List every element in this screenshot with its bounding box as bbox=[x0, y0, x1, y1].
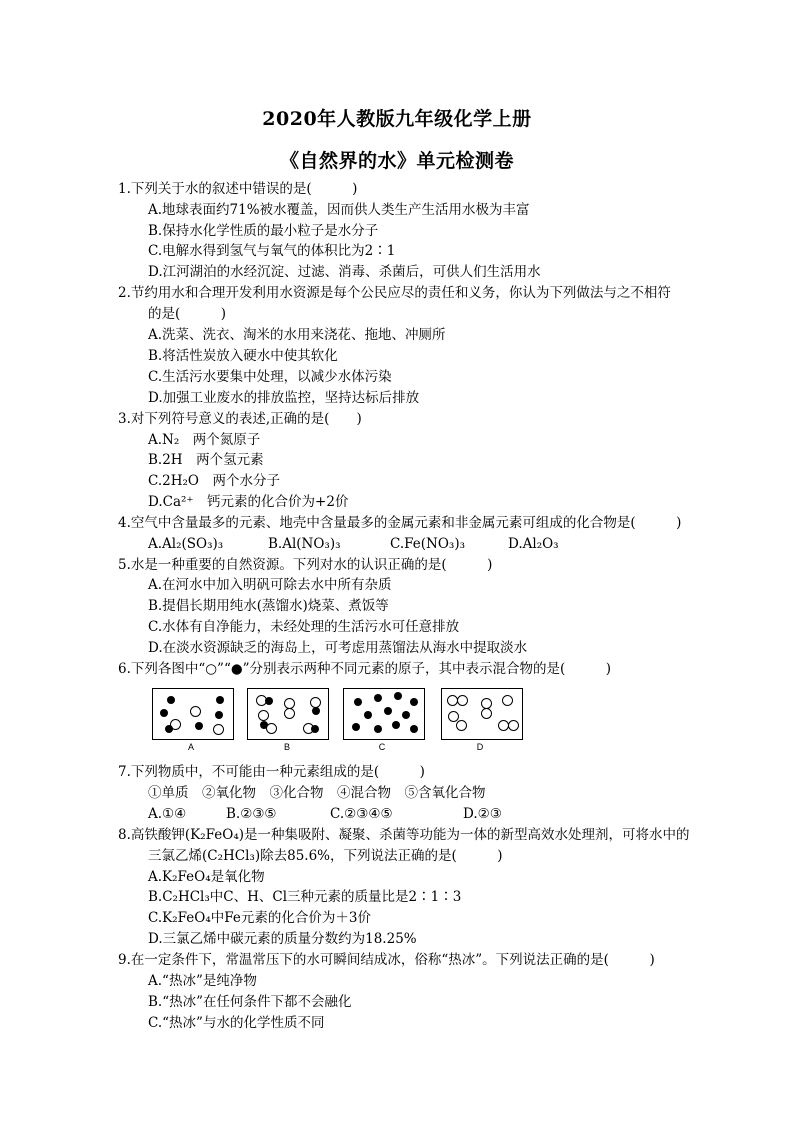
question-8-stem-cont: 三氯乙烯(C₂HCl₃)除去85.6%，下列说法正确的是( ) bbox=[148, 848, 503, 864]
question-9-option-b: B.“热冰”在任何条件下都不会融化 bbox=[148, 994, 352, 1010]
question-4-option-a: A.Al₂(SO₃)₃ bbox=[148, 536, 224, 552]
question-3-option-c: C.2H₂O 两个水分子 bbox=[148, 473, 280, 489]
question-1-option-d: D.江河湖泊的水经沉淀、过滤、消毒、杀菌后，可供人们生活用水 bbox=[148, 264, 541, 280]
question-7-option-d: D.②③ bbox=[463, 806, 502, 822]
question-8-stem: 8.高铁酸钾(K₂FeO₄)是一种集吸附、凝聚、杀菌等功能为一体的新型高效水处理剂，可将水中的 bbox=[118, 827, 690, 843]
question-1-stem: 1.下列关于水的叙述中错误的是( ) bbox=[118, 181, 358, 197]
question-3-option-b: B.2H 两个氢元素 bbox=[148, 452, 264, 468]
question-2-option-a: A.洗菜、洗衣、淘米的水用来浇花、拖地、冲厕所 bbox=[148, 327, 446, 343]
question-9-option-a: A.“热冰”是纯净物 bbox=[148, 973, 257, 989]
question-5-option-d: D.在淡水资源缺乏的海岛上，可考虑用蒸馏法从海水中提取淡水 bbox=[148, 640, 528, 656]
diagram-c bbox=[343, 688, 425, 740]
question-7-option-a: A.①④ bbox=[148, 806, 187, 822]
page-title-2: 《自然界的水》单元检测卷 bbox=[279, 150, 514, 172]
question-9-option-c: C.“热冰”与水的化学性质不同 bbox=[148, 1015, 325, 1031]
question-8-option-b: B.C₂HCl₃中C、H、Cl三种元素的质量比是2∶1∶3 bbox=[148, 889, 462, 905]
question-8-option-d: D.三氯乙烯中碳元素的质量分数约为18.25% bbox=[148, 931, 417, 947]
question-7-stem: 7.下列物质中，不可能由一种元素组成的是( ) bbox=[118, 764, 425, 780]
question-2-option-d: D.加强工业废水的排放监控，坚持达标后排放 bbox=[148, 390, 420, 406]
question-3-option-d: D.Ca²⁺ 钙元素的化合价为+2价 bbox=[148, 494, 349, 510]
question-6-stem: 6.下列各图中“○”“●”分别表示两种不同元素的原子，其中表示混合物的是( ) bbox=[118, 661, 612, 677]
question-4-option-b: B.Al(NO₃)₃ bbox=[268, 536, 341, 552]
diagram-c-label: C bbox=[378, 742, 386, 752]
question-4-stem: 4.空气中含量最多的元素、地壳中含量最多的金属元素和非金属元素可组成的化合物是( ) bbox=[118, 515, 682, 531]
question-2-option-c: C.生活污水要集中处理，以减少水体污染 bbox=[148, 369, 392, 385]
question-5-option-c: C.水体有自净能力，未经处理的生活污水可任意排放 bbox=[148, 619, 460, 635]
question-5-option-a: A.在河水中加入明矾可除去水中所有杂质 bbox=[148, 577, 392, 593]
question-4-option-c: C.Fe(NO₃)₃ bbox=[390, 536, 465, 552]
question-4-option-d: D.Al₂O₃ bbox=[508, 536, 559, 552]
question-7-option-b: B.②③⑤ bbox=[226, 806, 277, 822]
question-7-items: ①单质 ②氧化物 ③化合物 ④混合物 ⑤含氧化合物 bbox=[148, 785, 486, 801]
diagram-b bbox=[247, 688, 329, 740]
diagram-b-label: B bbox=[283, 742, 290, 752]
diagram-d bbox=[441, 688, 523, 740]
question-1-option-b: B.保持水化学性质的最小粒子是水分子 bbox=[148, 223, 379, 239]
question-2-stem-cont: 的是( ) bbox=[148, 306, 227, 322]
question-1-option-c: C.电解水得到氢气与氧气的体积比为2∶1 bbox=[148, 243, 396, 259]
diagram-a bbox=[152, 688, 234, 740]
question-2-option-b: B.将活性炭放入硬水中使其软化 bbox=[148, 348, 338, 364]
page-title-1: 2020年人教版九年级化学上册 bbox=[262, 108, 532, 130]
diagram-d-label: D bbox=[476, 742, 484, 752]
question-9-stem: 9.在一定条件下，常温常压下的水可瞬间结成冰，俗称“热冰”。下列说法正确的是( ) bbox=[118, 952, 655, 968]
diagram-a-label: A bbox=[187, 742, 194, 752]
question-2-stem: 2.节约用水和合理开发利用水资源是每个公民应尽的责任和义务，你认为下列做法与之不相符 bbox=[118, 285, 671, 301]
question-8-option-a: A.K₂FeO₄是氧化物 bbox=[148, 869, 265, 885]
question-5-stem: 5.水是一种重要的自然资源。下列对水的认识正确的是( ) bbox=[118, 557, 493, 573]
question-7-option-c: C.②③④⑤ bbox=[330, 806, 393, 822]
question-3-option-a: A.N₂ 两个氮原子 bbox=[148, 432, 261, 448]
question-5-option-b: B.提倡长期用纯水(蒸馏水)烧菜、煮饭等 bbox=[148, 598, 389, 614]
question-8-option-c: C.K₂FeO₄中Fe元素的化合价为＋3价 bbox=[148, 910, 371, 926]
question-1-option-a: A.地球表面约71%被水覆盖，因而供人类生产生活用水极为丰富 bbox=[148, 202, 530, 218]
question-3-stem: 3.对下列符号意义的表述,正确的是( ) bbox=[118, 411, 362, 427]
